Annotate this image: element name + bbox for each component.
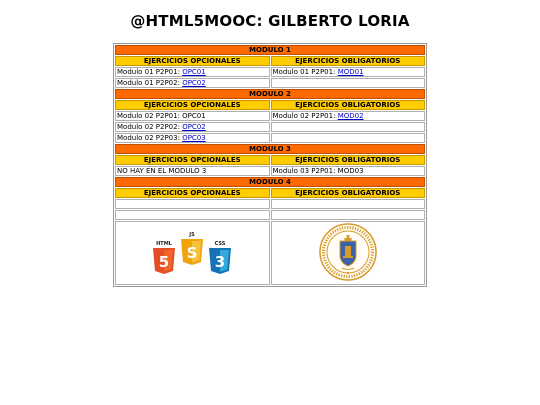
mandatory-exercise-cell (271, 166, 426, 176)
html-badge-label: HTML (156, 241, 173, 247)
exercise-link[interactable]: OPC02 (182, 79, 206, 87)
mandatory-exercises-header: EJERCICIOS OBLIGATORIOS (271, 100, 426, 110)
exercise-label: NO HAY EN EL MÓDULO 3 (117, 167, 207, 175)
module-title: MODULO 3 (115, 144, 425, 154)
tech-logos-cell (115, 221, 270, 285)
exercise-label: Modulo 01 P2P01: (272, 68, 338, 76)
module-title: MODULO 1 (115, 45, 425, 55)
exercise-label: Modulo 02 P2P03: (117, 134, 183, 142)
mandatory-exercise-cell (271, 78, 426, 88)
mandatory-exercise-cell (271, 111, 426, 121)
html-digit: 5 (159, 253, 170, 271)
css-digit: 3 (215, 253, 226, 271)
exercise-link[interactable]: OPC02 (182, 123, 206, 131)
mandatory-exercise-cell (271, 210, 426, 220)
table-row (115, 210, 425, 220)
web-tech-logos (144, 223, 240, 281)
module-header-row (115, 89, 425, 99)
exercise-link[interactable]: OPC03 (182, 134, 206, 142)
column-header-row (115, 155, 425, 165)
exercise-label: Modulo 03 P2P01: MOD03 (272, 167, 364, 175)
css3-logo-icon (209, 241, 231, 274)
column-header-row (115, 56, 425, 66)
table-row (115, 111, 425, 121)
mandatory-exercise-cell (271, 133, 426, 143)
mandatory-exercises-header: EJERCICIOS OBLIGATORIOS (271, 56, 426, 66)
table-row (115, 122, 425, 132)
exercise-label: Modulo 02 P2P02: (117, 123, 183, 131)
optional-exercise-cell (115, 133, 270, 143)
css-badge-label: CSS (214, 241, 226, 247)
mandatory-exercises-header: EJERCICIOS OBLIGATORIOS (271, 155, 426, 165)
exercise-link[interactable]: OPC01 (182, 68, 206, 76)
column-header-row (115, 188, 425, 198)
module-header-row (115, 177, 425, 187)
exercise-label: Modulo 02 P2P01: (272, 112, 338, 120)
module-title: MODULO 4 (115, 177, 425, 187)
exercise-label: Modulo 02 P2P01: OPC01 (117, 112, 206, 120)
module-header-row (115, 144, 425, 154)
column-header-row (115, 100, 425, 110)
logos-row (115, 221, 425, 285)
exercise-label: Modulo 01 P2P01: (117, 68, 183, 76)
module-header-row (115, 45, 425, 55)
optional-exercises-header: EJERCICIOS OPCIONALES (115, 56, 270, 66)
mandatory-exercise-cell (271, 199, 426, 209)
table-row (115, 199, 425, 209)
optional-exercise-cell (115, 67, 270, 77)
mandatory-exercises-header: EJERCICIOS OBLIGATORIOS (271, 188, 426, 198)
optional-exercises-header: EJERCICIOS OPCIONALES (115, 188, 270, 198)
html5-logo-icon (153, 241, 175, 274)
table-row (115, 78, 425, 88)
optional-exercise-cell (115, 199, 270, 209)
module-title: MODULO 2 (115, 89, 425, 99)
page-title: @HTML5MOOC: GILBERTO LORIA (130, 12, 410, 30)
university-seal-cell (271, 221, 426, 285)
university-seal-icon (318, 222, 378, 282)
js-badge-label: JS (189, 232, 195, 238)
table-row (115, 133, 425, 143)
mandatory-exercise-cell (271, 122, 426, 132)
optional-exercise-cell (115, 210, 270, 220)
exercises-table (113, 43, 427, 287)
table-row (115, 166, 425, 176)
optional-exercise-cell (115, 122, 270, 132)
exercise-link[interactable]: MOD02 (337, 112, 364, 120)
optional-exercises-header: EJERCICIOS OPCIONALES (115, 155, 270, 165)
mandatory-exercise-cell (271, 67, 426, 77)
optional-exercise-cell (115, 78, 270, 88)
optional-exercise-cell (115, 166, 270, 176)
javascript-logo-icon (181, 232, 203, 265)
optional-exercises-header: EJERCICIOS OPCIONALES (115, 100, 270, 110)
table-row (115, 67, 425, 77)
exercise-link[interactable]: MOD01 (337, 68, 364, 76)
js-digit: S (186, 244, 198, 262)
exercise-label: Modulo 01 P2P02: (117, 79, 183, 87)
optional-exercise-cell (115, 111, 270, 121)
